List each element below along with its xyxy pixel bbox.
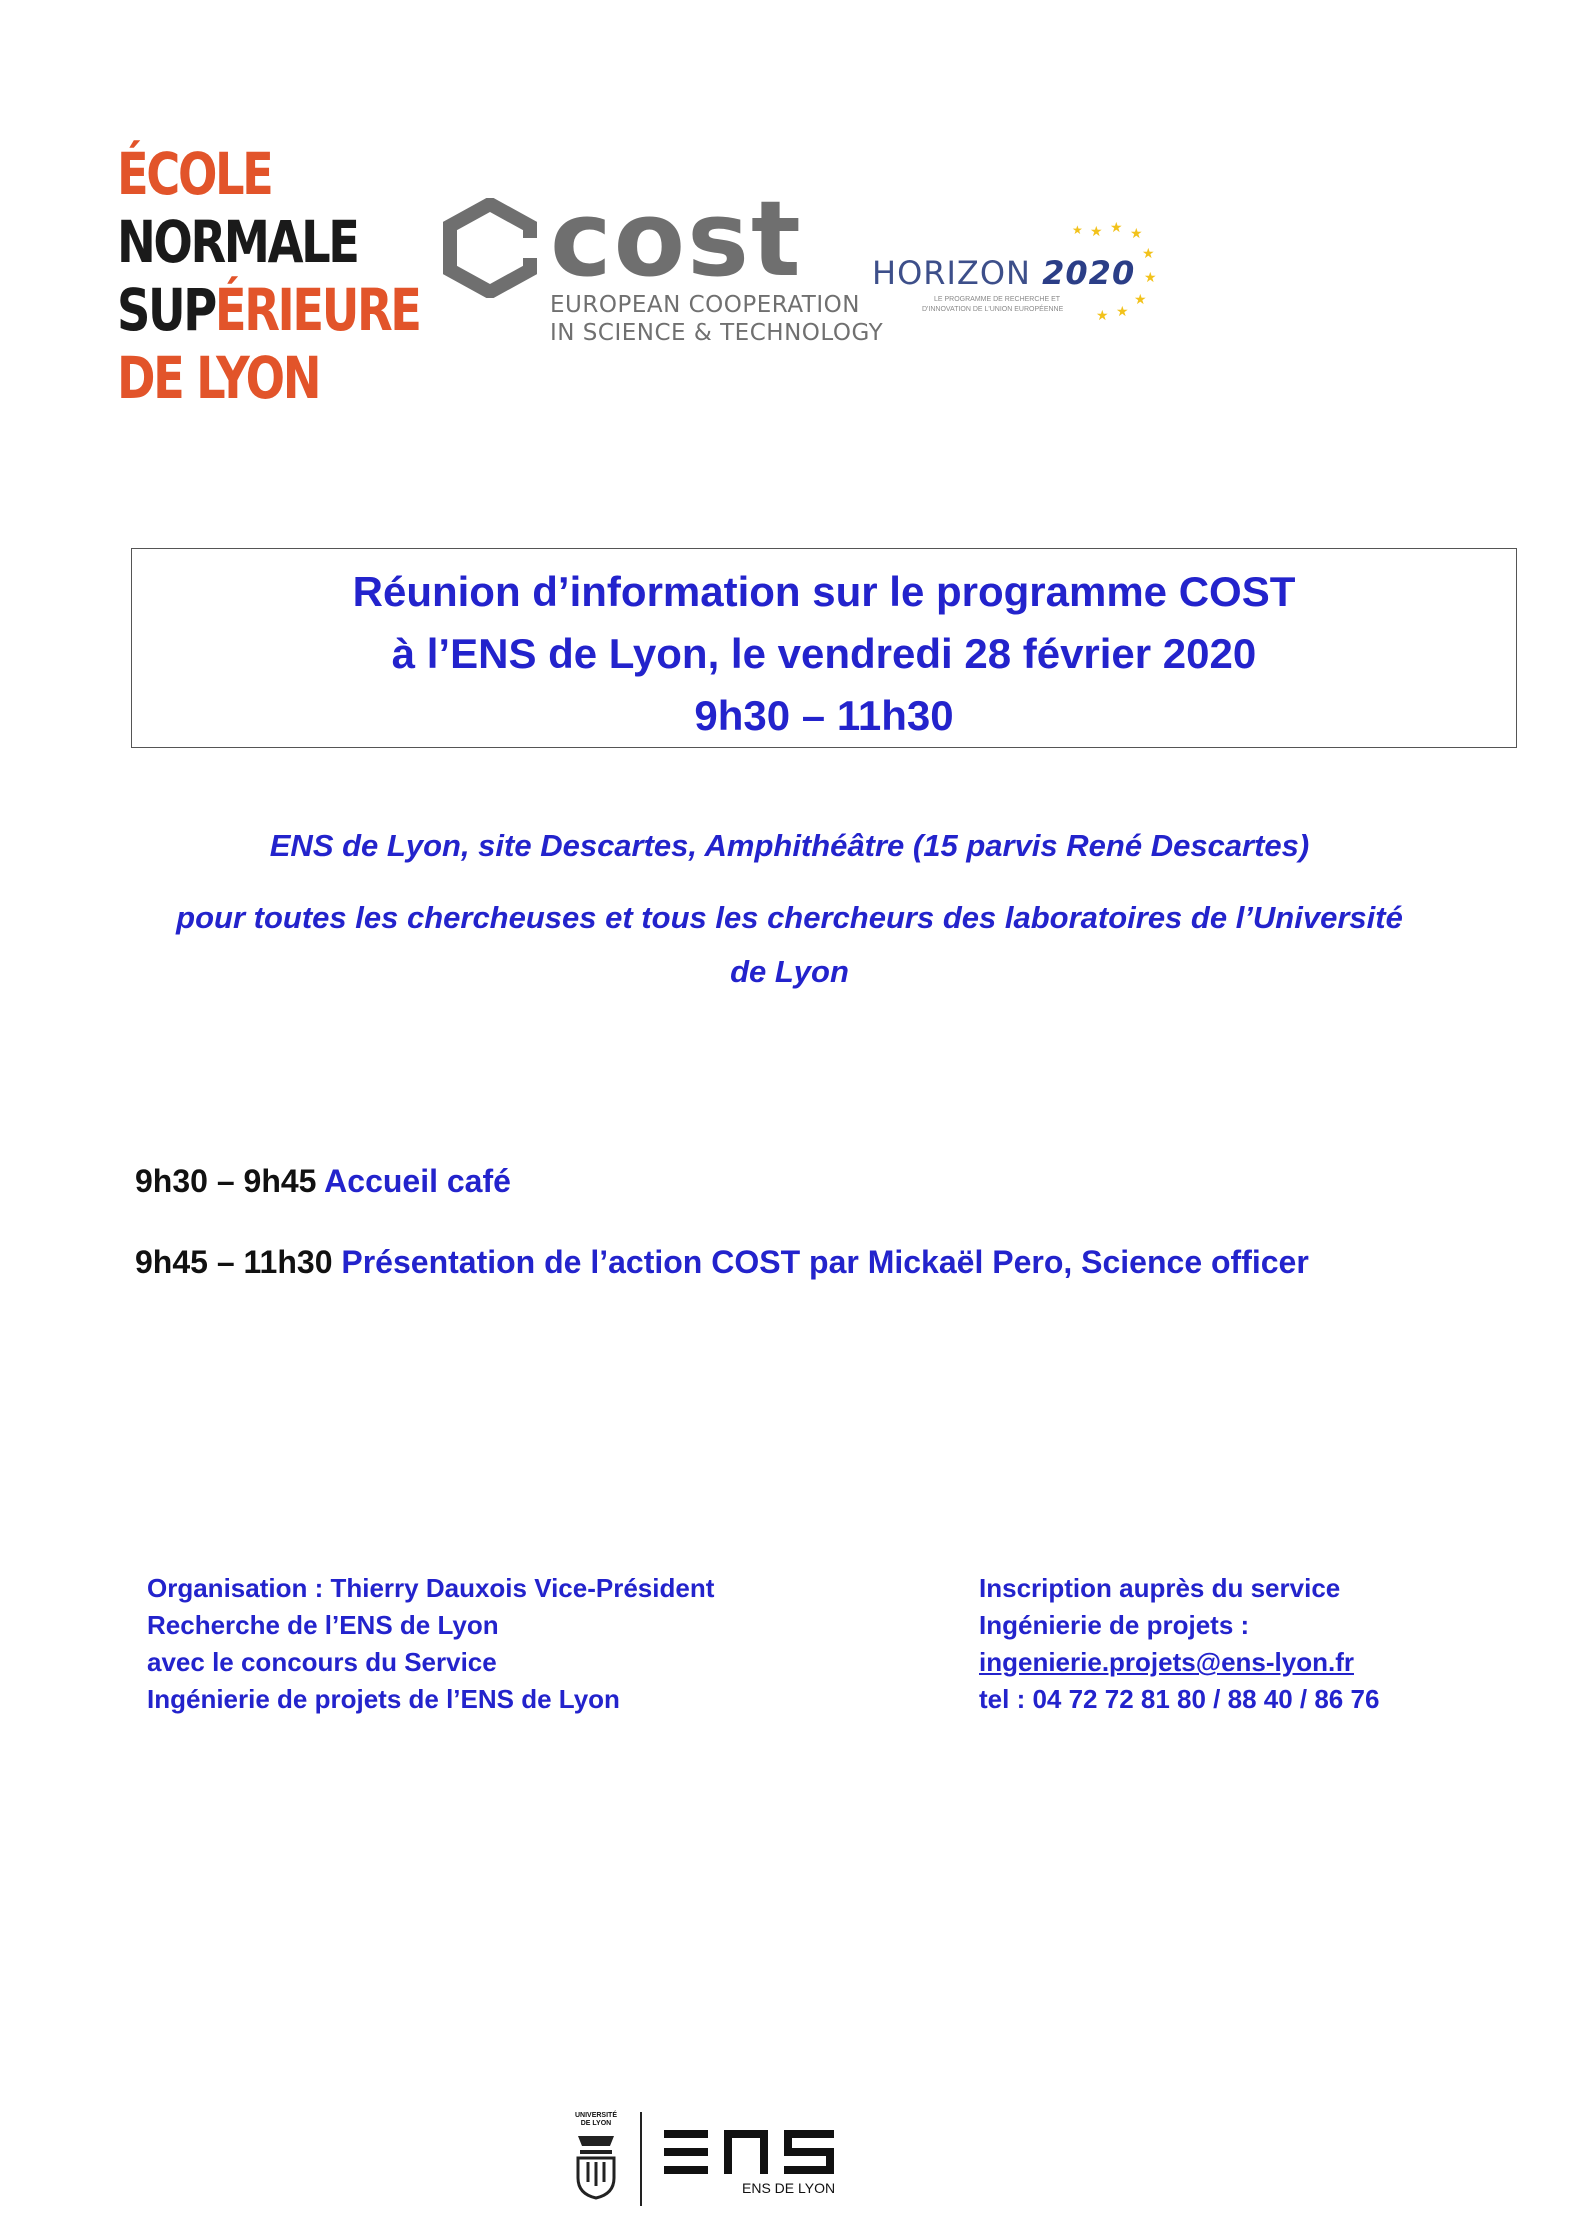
svg-text:★: ★ xyxy=(1090,223,1103,239)
svg-text:★: ★ xyxy=(1096,307,1109,323)
programme-time: 9h30 – 9h45 xyxy=(135,1163,317,1199)
logo-line-3a: SUP xyxy=(117,276,215,344)
registration-line-1: Inscription auprès du service xyxy=(979,1573,1341,1603)
svg-text:★: ★ xyxy=(1130,225,1143,241)
programme-desc: Accueil café xyxy=(324,1163,511,1199)
svg-text:★: ★ xyxy=(1110,220,1123,235)
programme-item-1 xyxy=(135,1163,511,1200)
programme-desc: Présentation de l’action COST par Mickaël Pero, Science officer xyxy=(341,1244,1309,1280)
univ-text-1: UNIVERSITÉ xyxy=(574,2112,617,2119)
audience-line-2: de Lyon xyxy=(730,954,849,989)
programme-item-2 xyxy=(135,1244,1309,1281)
cost-wordmark: cost xyxy=(550,178,803,300)
title-line-2: à l’ENS de Lyon, le vendredi 28 février 2020 xyxy=(391,630,1257,677)
logo-line-2: NORMALE xyxy=(117,208,358,276)
ens-caption: ENS DE LYON xyxy=(742,2180,836,2196)
horizon-tagline-2: D'INNOVATION DE L'UNION EUROPÉENNE xyxy=(922,306,1064,313)
ens-bottom-logo xyxy=(664,2130,844,2200)
logo-line-3 xyxy=(117,276,420,344)
horizon-word xyxy=(872,254,1135,292)
organisation-line-3: avec le concours du Service xyxy=(147,1647,497,1677)
programme-time: 9h45 – 11h30 xyxy=(135,1244,333,1280)
svg-text:★: ★ xyxy=(1142,245,1155,261)
title-box xyxy=(131,548,1517,748)
cost-subtitle-1: EUROPEAN COOPERATION xyxy=(550,292,860,318)
horizon-label: HORIZON xyxy=(872,254,1031,292)
hexagon-icon xyxy=(440,198,540,298)
audience-line-1: pour toutes les chercheuses et tous les chercheurs des laboratoires de l’Université xyxy=(176,900,1403,935)
svg-text:★: ★ xyxy=(1144,269,1157,285)
organisation-line-1: Organisation : Thierry Dauxois Vice-Président xyxy=(147,1573,715,1603)
logo-line-1: ÉCOLE xyxy=(117,140,272,208)
email-link[interactable]: ingenierie.projets@ens-lyon.fr xyxy=(979,1647,1354,1677)
venue-text: ENS de Lyon, site Descartes, Amphithéâtre (15 parvis René Descartes) xyxy=(269,828,1310,863)
svg-text:★: ★ xyxy=(1134,291,1147,307)
registration-block xyxy=(979,1570,1379,1718)
title-line-1: Réunion d’information sur le programme COST xyxy=(352,568,1296,615)
ens-mark-icon xyxy=(664,2130,844,2174)
phone-numbers: tel : 04 72 72 81 80 / 88 40 / 86 76 xyxy=(979,1684,1380,1714)
organisation-block xyxy=(147,1570,714,1718)
svg-text:★: ★ xyxy=(1116,303,1129,319)
cost-subtitle-2: IN SCIENCE & TECHNOLOGY xyxy=(550,320,884,346)
organisation-line-2: Recherche de l’ENS de Lyon xyxy=(147,1610,499,1640)
universite-de-lyon-logo xyxy=(570,2112,622,2202)
svg-text:★: ★ xyxy=(1072,223,1083,237)
univ-text-2: DE LYON xyxy=(580,2120,612,2127)
horizon-tagline-1: LE PROGRAMME DE RECHERCHE ET xyxy=(934,296,1061,303)
ens-lyon-logo xyxy=(117,140,420,412)
logo-line-4: DE LYON xyxy=(117,344,320,412)
cost-logo xyxy=(438,178,884,358)
lion-shield-icon xyxy=(570,2128,622,2200)
logo-separator xyxy=(640,2112,642,2206)
organisation-line-4: Ingénierie de projets de l’ENS de Lyon xyxy=(147,1684,620,1714)
horizon-2020-logo xyxy=(872,220,1172,340)
horizon-year: 2020 xyxy=(1042,254,1136,292)
registration-line-2: Ingénierie de projets : xyxy=(979,1610,1250,1640)
title-line-3: 9h30 – 11h30 xyxy=(694,692,954,739)
logo-line-3b: ÉRIEURE xyxy=(214,276,420,344)
